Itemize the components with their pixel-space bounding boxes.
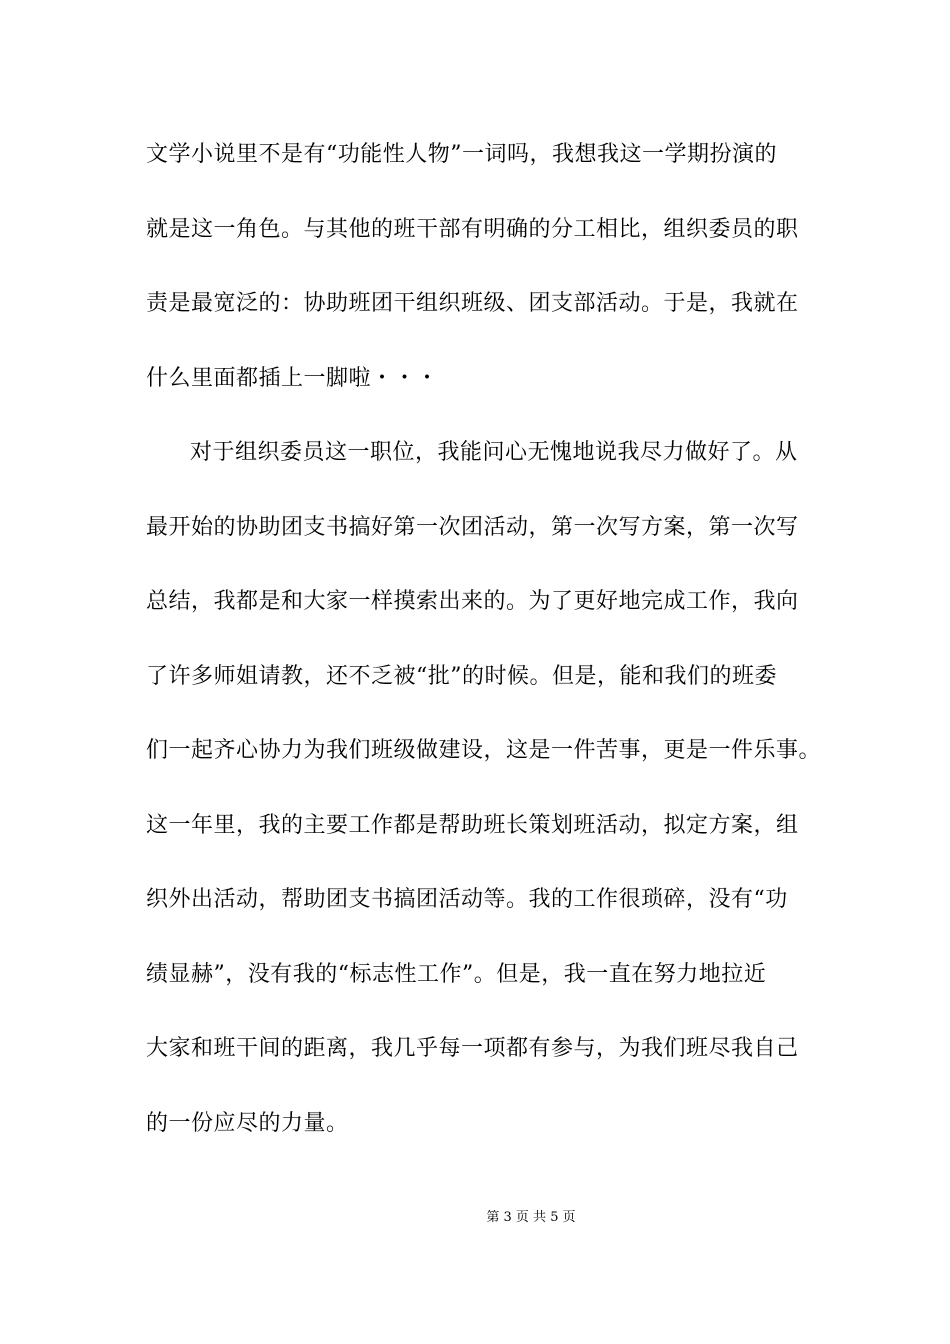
text-line: 最开始的协助团支书搞好第一次团活动，第一次写方案，第一次写 xyxy=(146,515,799,540)
text-line: 大家和班干间的距离，我几乎每一项都有参与，为我们班尽我自己 xyxy=(146,1036,799,1061)
page-number: 第 3 页 共 5 页 xyxy=(486,1210,576,1225)
page-footer xyxy=(0,1209,950,1227)
text-line: 的一份应尽的力量。 xyxy=(146,1111,349,1136)
text-line: 织外出活动，帮助团支书搞团活动等。我的工作很琐碎，没有“功 xyxy=(146,887,788,912)
text-line: 这一年里，我的主要工作都是帮助班长策划班活动，拟定方案，组 xyxy=(146,813,799,838)
text-line: 绩显赫”，没有我的“标志性工作”。但是，我一直在努力地拉近 xyxy=(146,962,767,987)
text-line: 就是这一角色。与其他的班干部有明确的分工相比，组织委员的职 xyxy=(146,217,799,242)
text-line: 什么里面都插上一脚啦・・・ xyxy=(146,366,439,391)
text-line: 了许多师姐请教，还不乏被“批”的时候。但是，能和我们的班委 xyxy=(146,664,777,689)
text-line: 责是最宽泛的：协助班团干组织班级、团支部活动。于是，我就在 xyxy=(146,291,799,316)
text-line: 总结，我都是和大家一样摸索出来的。为了更好地完成工作，我向 xyxy=(146,589,799,614)
text-line: 对于组织委员这一职位，我能问心无愧地说我尽力做好了。从 xyxy=(190,440,798,465)
text-line: 文学小说里不是有“功能性人物”一词吗，我想我这一学期扮演的 xyxy=(146,142,777,167)
text-line: 们一起齐心协力为我们班级做建设，这是一件苦事，更是一件乐事。 xyxy=(146,738,822,763)
